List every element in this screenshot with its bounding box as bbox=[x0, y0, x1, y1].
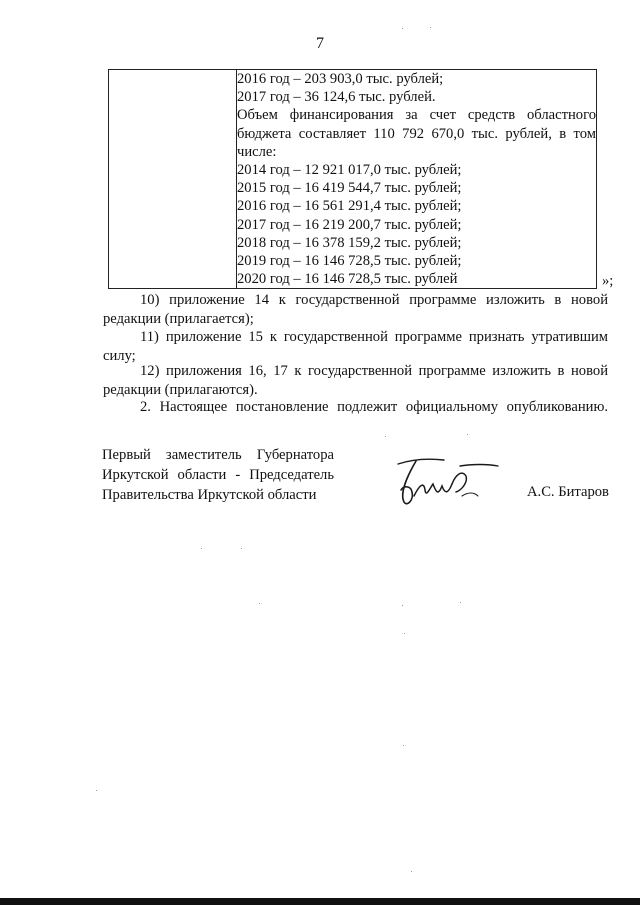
paragraph-text: 12) приложения 16, 17 к государственной программе изложить в новой bbox=[140, 363, 608, 379]
table-line: 2019 год – 16 146 728,5 тыс. рублей; bbox=[237, 252, 462, 269]
table-line: числе: bbox=[237, 143, 277, 160]
paragraph-text: 11) приложение 15 к государственной программе признать утратившим bbox=[140, 329, 608, 345]
table-line: 2017 год – 36 124,6 тыс. рублей. bbox=[237, 89, 436, 106]
financing-table bbox=[108, 69, 597, 289]
signatory-title-line: Первый заместитель Губернатора bbox=[102, 447, 334, 463]
table-line: 2016 год – 16 561 291,4 тыс. рублей; bbox=[237, 198, 462, 215]
table-line: 2014 год – 12 921 017,0 тыс. рублей; bbox=[237, 161, 462, 178]
scan-speck bbox=[201, 548, 202, 549]
signatory-title bbox=[102, 446, 334, 506]
table-line: бюджета составляет 110 792 670,0 тыс. рублей, в том bbox=[237, 125, 596, 142]
table-left-cell bbox=[109, 70, 237, 289]
paragraph-item-10 bbox=[103, 291, 608, 328]
paragraph-text: 2. Настоящее постановление подлежит официальному опубликованию. bbox=[140, 399, 608, 415]
scan-speck bbox=[96, 790, 97, 791]
scan-edge-border bbox=[0, 898, 640, 905]
scan-speck bbox=[467, 434, 468, 435]
paragraph-item-2 bbox=[103, 398, 608, 417]
scan-speck bbox=[430, 27, 431, 28]
signatory-title-line: Правительства Иркутской области bbox=[102, 487, 317, 503]
handwritten-signature bbox=[392, 452, 502, 510]
table-right-cell bbox=[237, 70, 597, 289]
table-line: 2016 год – 203 903,0 тыс. рублей; bbox=[237, 71, 444, 87]
paragraph-text: редакции (прилагаются). bbox=[103, 381, 258, 398]
paragraph-text: 10) приложение 14 к государственной программе изложить в новой bbox=[140, 292, 608, 308]
table-line: 2018 год – 16 378 159,2 тыс. рублей; bbox=[237, 234, 462, 251]
table-line: 2015 год – 16 419 544,7 тыс. рублей; bbox=[237, 180, 462, 197]
scan-speck bbox=[402, 605, 403, 606]
table-line: 2017 год – 16 219 200,7 тыс. рублей; bbox=[237, 216, 462, 233]
scan-speck bbox=[403, 745, 404, 746]
scan-speck bbox=[404, 633, 405, 634]
signatory-title-line: Иркутской области - Председатель bbox=[102, 467, 334, 483]
scan-speck bbox=[385, 436, 386, 437]
scan-speck bbox=[411, 871, 412, 872]
paragraph-item-11 bbox=[103, 328, 608, 365]
closing-quote: »; bbox=[602, 273, 614, 289]
table-line: 2020 год – 16 146 728,5 тыс. рублей bbox=[237, 271, 458, 288]
paragraph-item-12 bbox=[103, 362, 608, 399]
scan-speck bbox=[259, 603, 260, 604]
page-number: 7 bbox=[316, 35, 324, 52]
paragraph-text: силу; bbox=[103, 347, 136, 364]
scan-speck bbox=[241, 548, 242, 549]
signatory-name: А.С. Битаров bbox=[527, 484, 609, 500]
table-line: Объем финансирования за счет средств областного bbox=[237, 107, 596, 124]
scan-speck bbox=[460, 602, 461, 603]
scan-speck bbox=[402, 28, 403, 29]
paragraph-text: редакции (прилагается); bbox=[103, 310, 254, 327]
